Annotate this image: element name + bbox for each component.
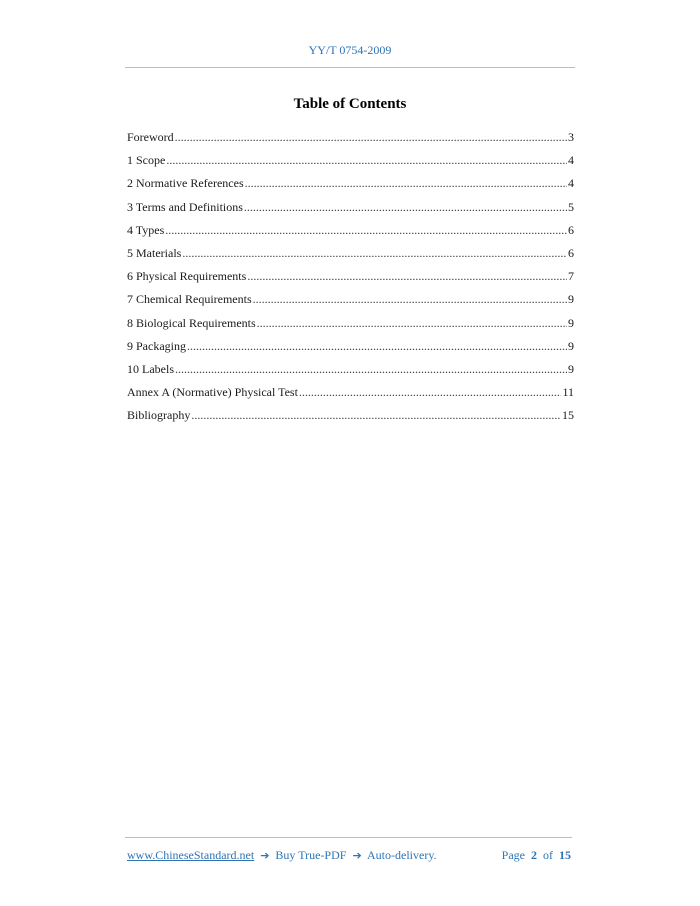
page-of: of: [543, 848, 553, 862]
toc-entry-biological-requirements[interactable]: [127, 313, 574, 336]
toc-entry-terms-and-definitions[interactable]: [127, 197, 574, 220]
toc-entry-page: 9: [568, 315, 574, 330]
page-current: 2: [531, 848, 537, 862]
toc-entry-labels[interactable]: [127, 359, 574, 382]
toc-entry-page: 6: [568, 245, 574, 260]
toc-entry-bibliography[interactable]: [127, 405, 574, 428]
arrow-right-icon: ➔: [260, 849, 270, 862]
toc-list: [127, 127, 574, 428]
toc-entry-physical-requirements[interactable]: [127, 266, 574, 289]
toc-entry-label: 6 Physical Requirements: [127, 269, 247, 284]
footer-divider: [125, 837, 572, 838]
toc-dot-leader: [247, 266, 567, 286]
toc-entry-page: 11: [562, 385, 574, 400]
toc-entry-page: 5: [568, 199, 574, 214]
toc-dot-leader: [165, 220, 567, 240]
toc-entry-label: Annex A (Normative) Physical Test: [127, 385, 298, 400]
standard-code-header: YY/T 0754-2009: [308, 43, 392, 57]
header-divider: [125, 67, 575, 68]
toc-entry-label: 7 Chemical Requirements: [127, 292, 252, 307]
toc-entry-label: Bibliography: [127, 408, 191, 423]
toc-entry-page: 3: [568, 130, 574, 144]
toc-entry-label: Foreword: [127, 130, 174, 144]
toc-dot-leader: [175, 359, 567, 379]
toc-dot-leader: [166, 150, 567, 170]
page-indicator: [502, 848, 571, 863]
toc-entry-label: 2 Normative References: [127, 176, 244, 191]
toc-dot-leader: [245, 173, 567, 193]
buy-true-pdf-text: Buy True-PDF: [275, 848, 347, 862]
toc-dot-leader: [175, 127, 567, 147]
toc-entry-label: 5 Materials: [127, 245, 182, 260]
toc-title: Table of Contents: [293, 96, 407, 112]
toc-dot-leader: [257, 313, 567, 333]
toc-entry-scope[interactable]: [127, 150, 574, 173]
toc-dot-leader: [244, 197, 567, 217]
page-total: 15: [559, 848, 571, 862]
toc-dot-leader: [299, 382, 562, 402]
site-link[interactable]: www.ChineseStandard.net: [127, 848, 255, 862]
toc-entry-label: 9 Packaging: [127, 338, 186, 353]
toc-entry-materials[interactable]: [127, 243, 574, 266]
footer-promo: [127, 848, 437, 863]
toc-entry-page: 9: [568, 338, 574, 353]
page-footer: [127, 848, 571, 863]
toc-entry-packaging[interactable]: [127, 336, 574, 359]
toc-entry-label: 1 Scope: [127, 153, 166, 168]
toc-entry-page: 15: [562, 408, 574, 423]
toc-entry-label: 10 Labels: [127, 361, 174, 376]
toc-entry-page: 7: [568, 269, 574, 284]
toc-dot-leader: [182, 243, 567, 263]
toc-entry-label: 8 Biological Requirements: [127, 315, 256, 330]
toc-entry-label: 4 Types: [127, 222, 165, 237]
auto-delivery-text: Auto-delivery.: [367, 848, 437, 862]
toc-entry-foreword[interactable]: [127, 127, 574, 150]
toc-entry-page: 9: [568, 361, 574, 376]
toc-entry-page: 6: [568, 222, 574, 237]
toc-dot-leader: [191, 405, 561, 425]
toc-entry-annex-a[interactable]: [127, 382, 574, 405]
toc-entry-chemical-requirements[interactable]: [127, 289, 574, 312]
toc-entry-types[interactable]: [127, 220, 574, 243]
toc-entry-label: 3 Terms and Definitions: [127, 199, 243, 214]
arrow-right-icon: ➔: [352, 849, 362, 862]
toc-entry-normative-references[interactable]: [127, 173, 574, 196]
toc-entry-page: 4: [568, 176, 574, 191]
toc-dot-leader: [253, 289, 567, 309]
toc-dot-leader: [187, 336, 567, 356]
page-prefix: Page: [501, 848, 525, 862]
toc-entry-page: 9: [568, 292, 574, 307]
toc-entry-page: 4: [568, 153, 574, 168]
